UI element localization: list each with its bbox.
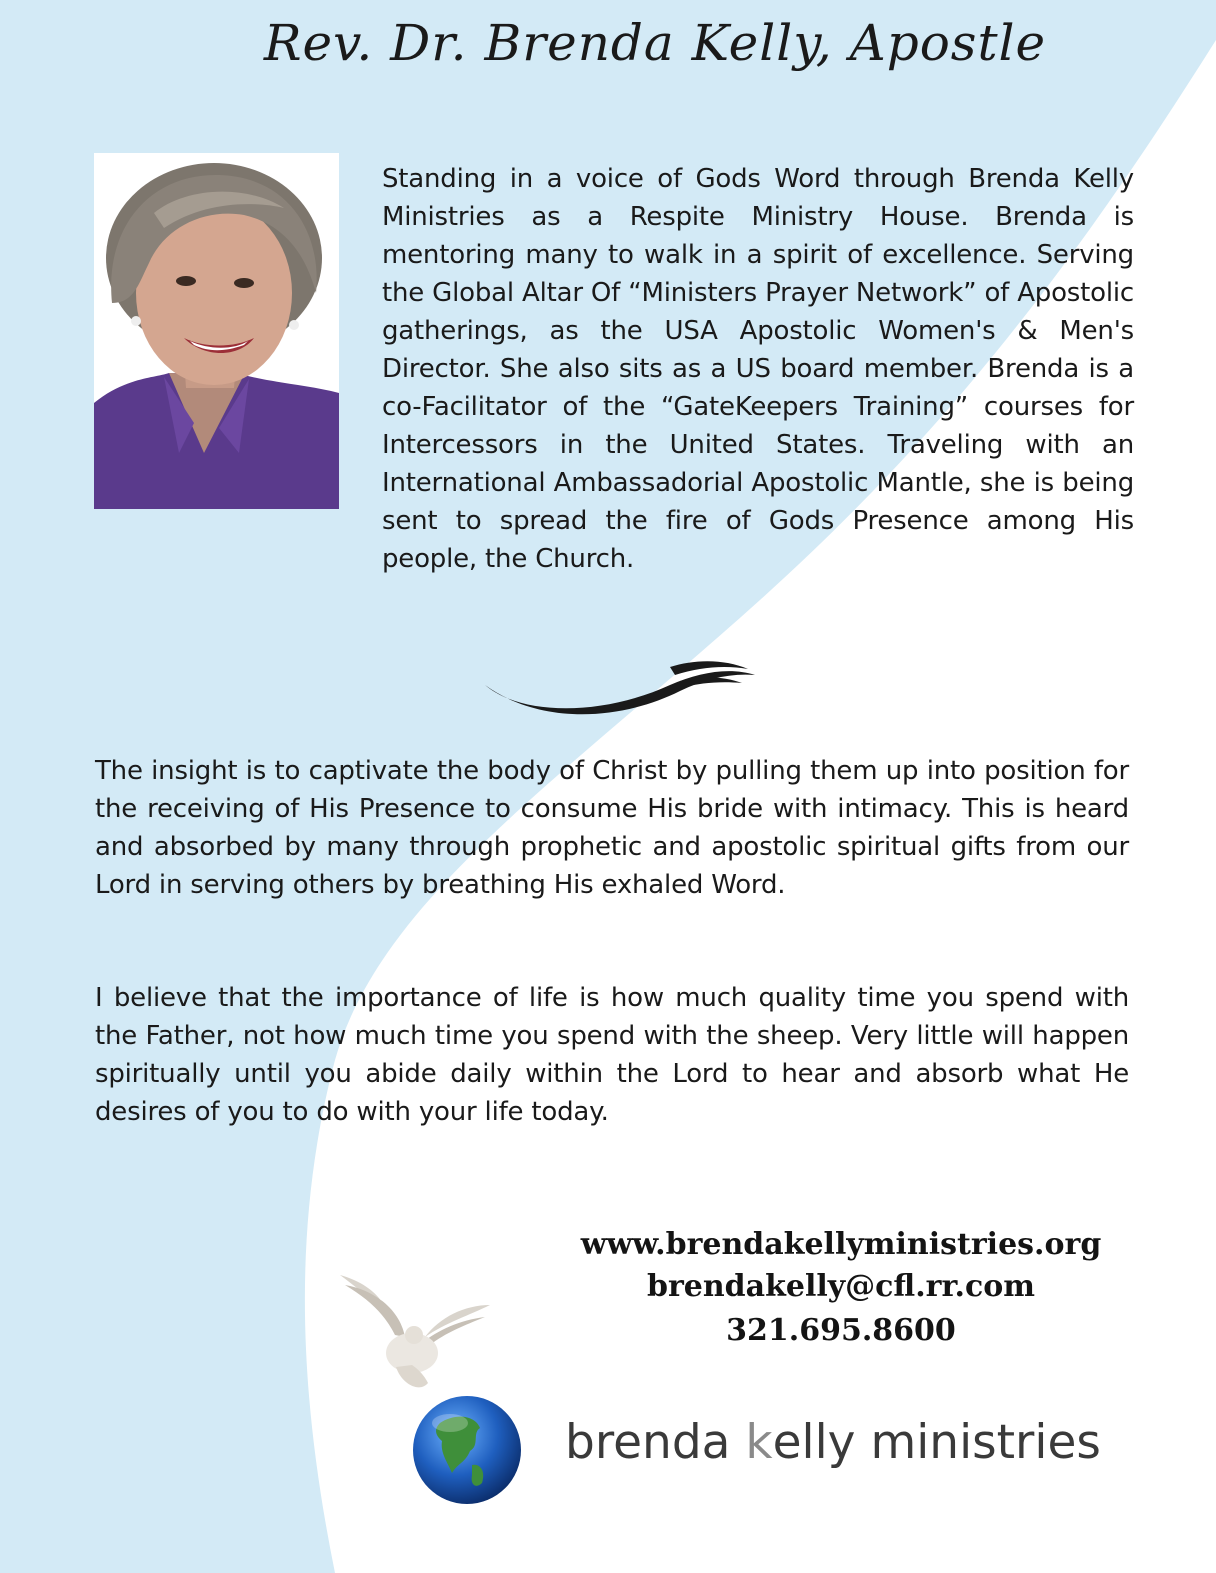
website-link[interactable]: www.brendakellyministries.org	[580, 1227, 1102, 1262]
swoosh-ornament-icon	[480, 655, 760, 725]
belief-paragraph: I believe that the importance of life is how much quality time you spend with the Father, not how much time you spend with the sheep. Very little will happen spiritually until you abide daily within the Lord to hear and absorb what He desires of you to do with your life today.	[95, 983, 1129, 1127]
logo-word-ministries: ministries	[870, 1415, 1101, 1470]
logo-word-elly: elly	[772, 1415, 856, 1470]
bio-paragraph: Standing in a voice of Gods Word through Brenda Kelly Ministries as a Respite Ministry House. Brenda is mentoring many to walk in a spirit of excellence. Serving the Global Altar Of “Ministers Prayer Network” of Apostolic gatherings, as the USA Apostolic Women's & Men's Director. She also sits as a US board member. Brenda is a co-Facilitator of the “GateKeepers Training” courses for Intercessors in the United States. Traveling with an International Ambassadorial Apostolic Mantle, she is being sent to spread the fire of Gods Presence among His people, the Church.	[382, 164, 1134, 574]
insight-paragraph: The insight is to captivate the body of Christ by pulling them up into position for the receiving of His Presence to consume His bride with intimacy. This is heard and absorbed by many through prophetic and apostolic spiritual gifts from our Lord in serving others by breathing His exhaled Word.	[95, 756, 1129, 900]
ministry-logo	[565, 1415, 1101, 1470]
page-title: Rev. Dr. Brenda Kelly, Apostle	[263, 14, 1047, 72]
email-link[interactable]: brendakelly@cfl.rr.com	[646, 1269, 1036, 1304]
logo-letter-k: k	[745, 1415, 773, 1470]
dove-icon	[330, 1265, 500, 1400]
globe-icon	[410, 1393, 525, 1508]
portrait-photo	[94, 153, 339, 509]
phone-number[interactable]: 321.695.8600	[726, 1313, 956, 1348]
logo-word-brenda: brenda	[565, 1415, 731, 1470]
